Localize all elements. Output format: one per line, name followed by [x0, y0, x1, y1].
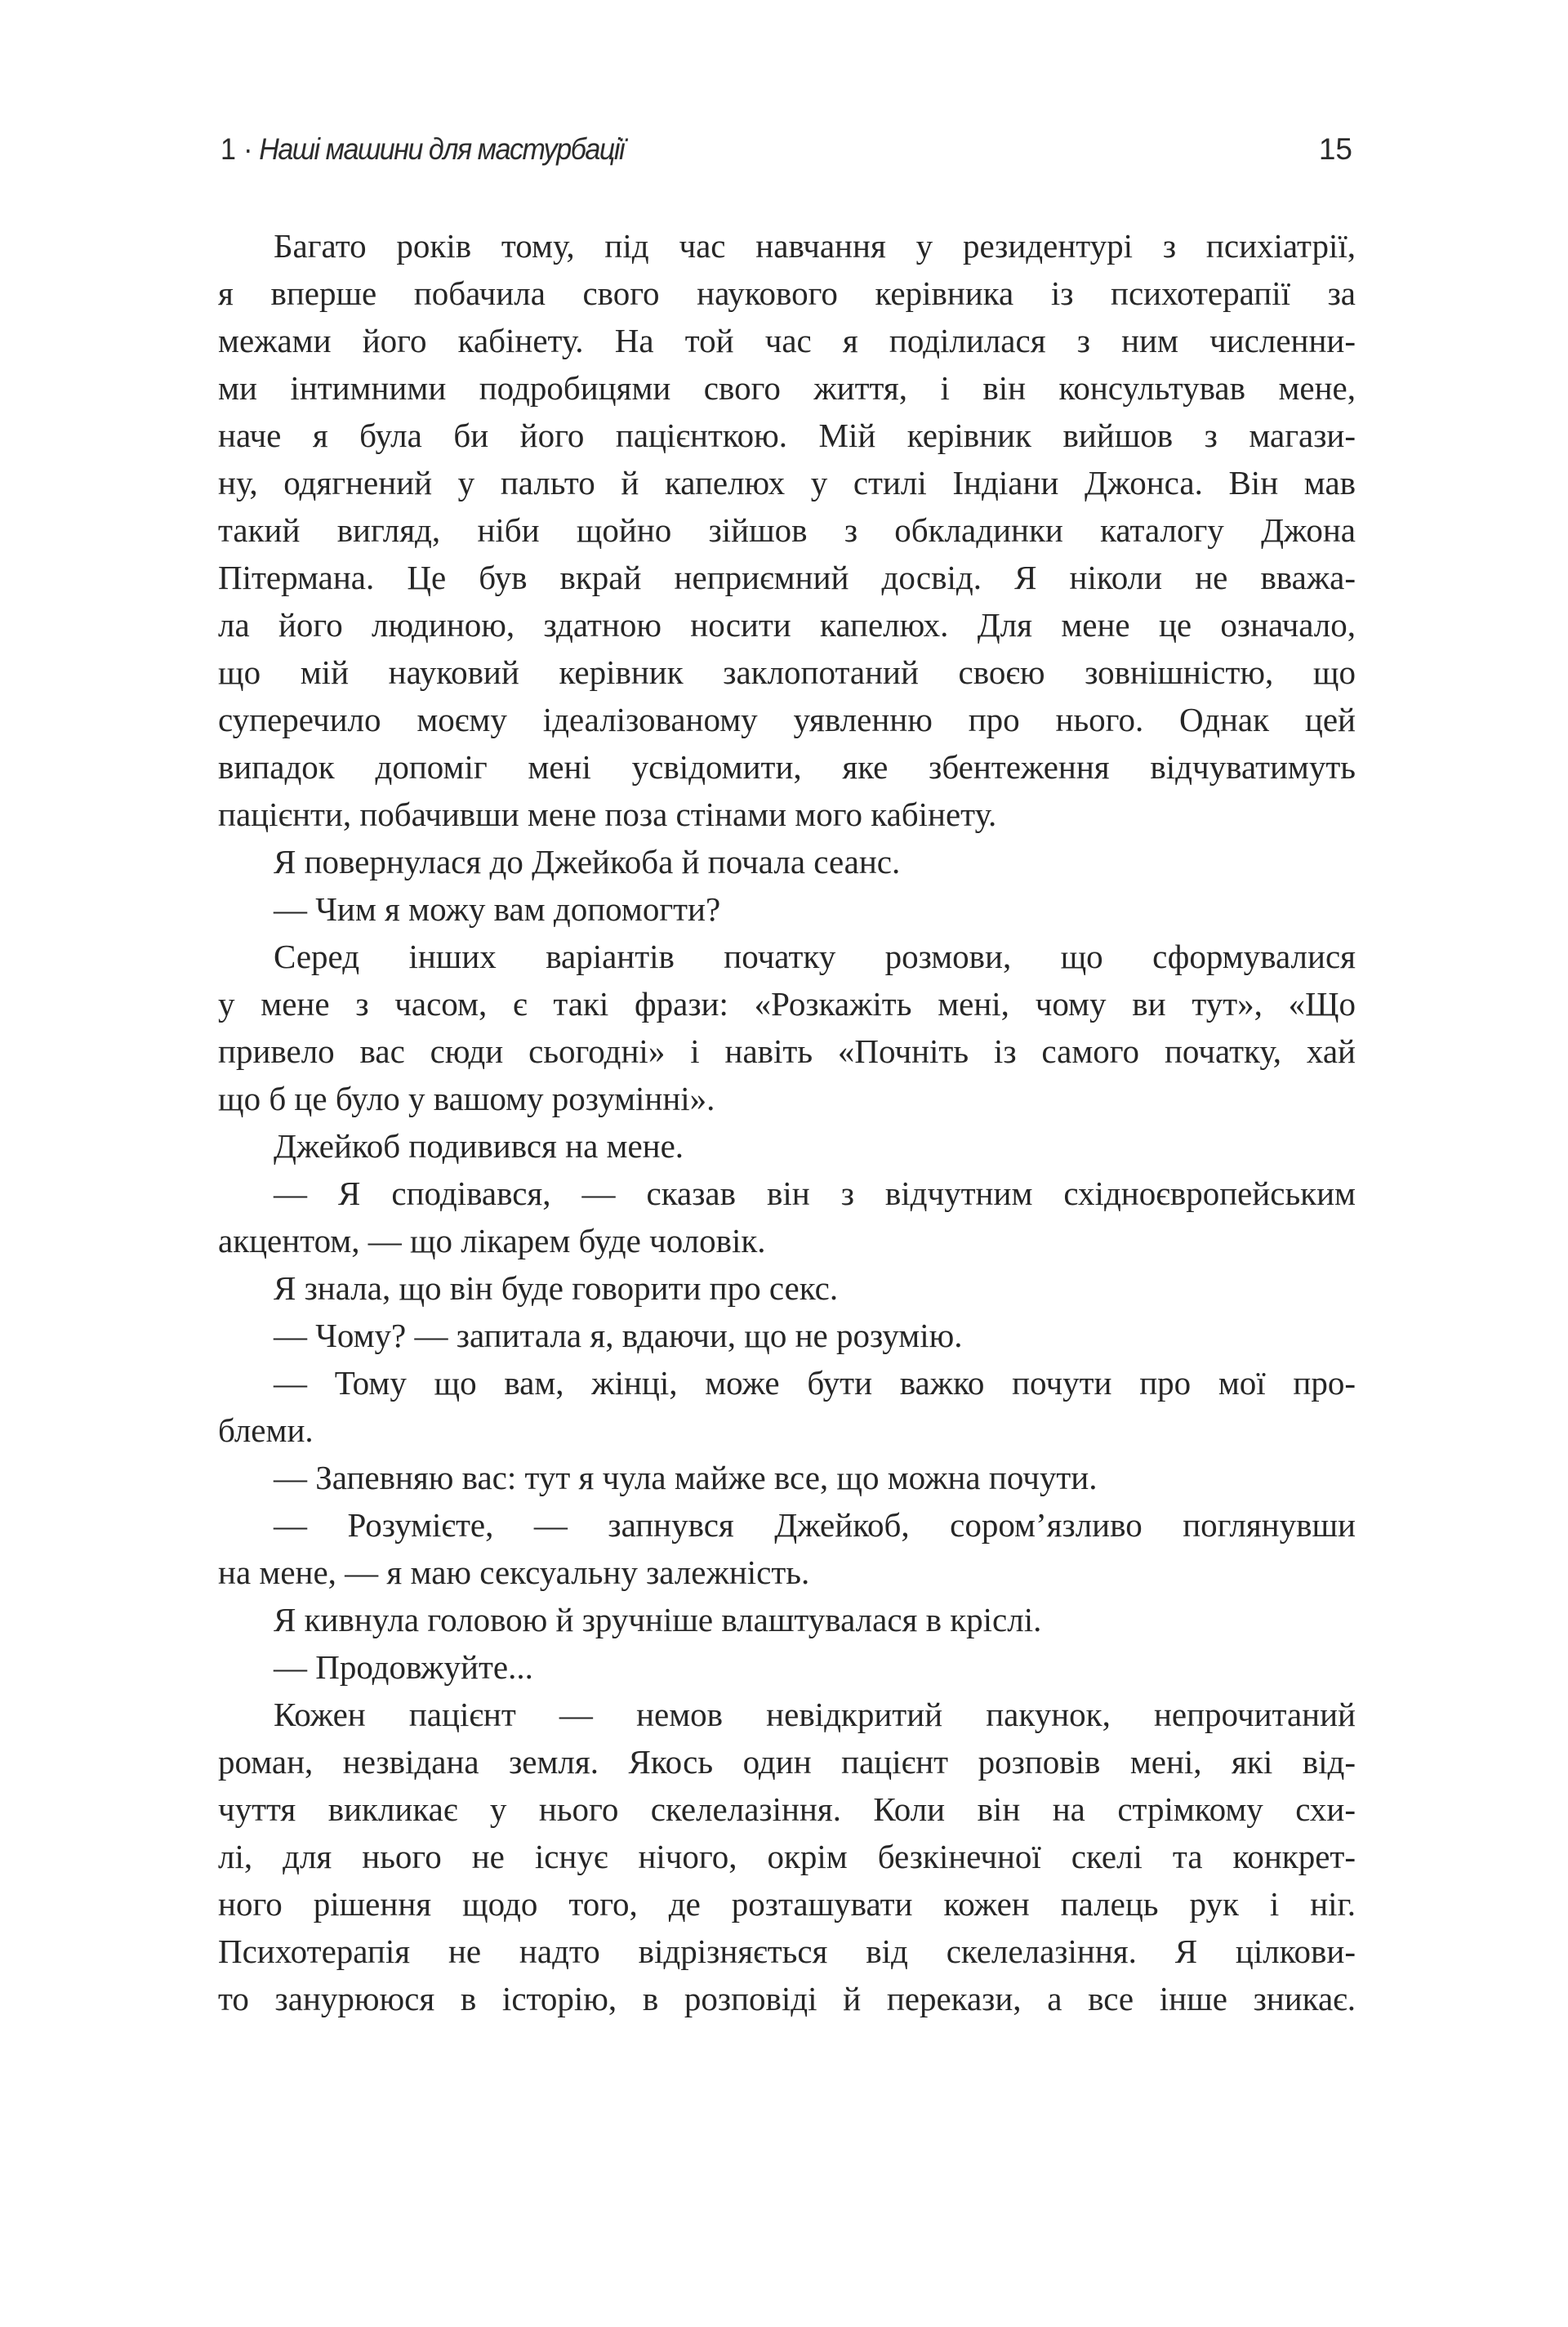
text-line: — Тому що вам, жінці, може бути важко почути про мої про-: [274, 1364, 1356, 1402]
text-line: то занурююся в історію, в розповіді й перекази, а все інше зникає.: [218, 1980, 1356, 2017]
text-line: у мене з часом, є такі фрази: «Розкажіть мені, чому ви тут», «Що: [218, 985, 1356, 1023]
text-line: — Чим я можу вам допомогти?: [274, 890, 721, 928]
text-line: випадок допоміг мені усвідомити, яке збентеження відчуватимуть: [218, 748, 1356, 786]
running-header: [220, 129, 1356, 170]
text-line: я вперше побачила свого наукового керівника із психотерапії за: [218, 274, 1356, 312]
text-line: наче я була би його пацієнткою. Мій керівник вийшов з магази-: [218, 417, 1356, 454]
text-line: Пітермана. Це був вкрай неприємний досвід. Я ніколи не вважа-: [218, 559, 1356, 596]
page-number: 15: [1318, 132, 1352, 166]
text-line: чуття викликає у нього скелелазіння. Коли він на стрімкому схи-: [218, 1790, 1356, 1828]
header-separator: ·: [243, 132, 252, 166]
text-line: — Я сподівався, — сказав він з відчутним східноєвропейським: [274, 1175, 1356, 1212]
chapter-heading: [220, 129, 624, 170]
text-line: акцентом, — що лікарем буде чоловік.: [218, 1222, 766, 1259]
text-line: що мій науковий керівник заклопотаний своєю зовнішністю, що: [218, 653, 1356, 691]
text-line: Кожен пацієнт — немов невідкритий пакунок, непрочитаний: [274, 1696, 1356, 1733]
text-line: — Розумієте, — запнувся Джейкоб, сором’язливо поглянувши: [274, 1506, 1356, 1544]
text-line: лі, для нього не існує нічого, окрім безкінечної скелі та конкрет-: [218, 1838, 1356, 1875]
text-line: такий вигляд, ніби щойно зійшов з обкладинки каталогу Джона: [218, 511, 1356, 549]
text-line: Багато років тому, під час навчання у резидентурі з психіатрії,: [274, 227, 1356, 265]
text-line: роман, незвідана земля. Якось один пацієнт розповів мені, які від-: [218, 1743, 1356, 1781]
text-line: — Чому? — запитала я, вдаючи, що не розумію.: [274, 1317, 963, 1354]
text-line: межами його кабінету. На той час я поділилася з ним численни-: [218, 322, 1356, 359]
text-line: Я знала, що він буде говорити про секс.: [274, 1269, 839, 1307]
text-line: що б це було у вашому розумінні».: [218, 1080, 715, 1117]
text-line: ного рішення щодо того, де розташувати кожен палець рук і ніг.: [218, 1885, 1356, 1923]
text-line: привело вас сюди сьогодні» і навіть «Почніть із самого початку, хай: [218, 1032, 1356, 1070]
text-line: ми інтимними подробицями свого життя, і він консультував мене,: [218, 369, 1356, 407]
chapter-number: 1: [220, 132, 236, 166]
text-line: Я повернулася до Джейкоба й почала сеанс.: [274, 843, 901, 880]
text-line: Серед інших варіантів початку розмови, що сформувалися: [274, 938, 1356, 975]
body-text: [218, 222, 1356, 2022]
text-line: пацієнти, побачивши мене поза стінами мого кабінету.: [218, 796, 997, 833]
text-line: Джейкоб подивився на мене.: [274, 1127, 684, 1165]
text-line: ла його людиною, здатною носити капелюх. Для мене це означало,: [218, 606, 1356, 644]
text-line: Психотерапія не надто відрізняється від скелелазіння. Я цілкови-: [218, 1932, 1356, 1970]
chapter-title: Наші машини для мастурбації: [259, 132, 624, 166]
text-line: Я кивнула головою й зручніше влаштувалася в кріслі.: [274, 1601, 1042, 1638]
text-line: ну, одягнений у пальто й капелюх у стилі Індіани Джонса. Він мав: [218, 464, 1356, 502]
text-line: суперечило моєму ідеалізованому уявленню про нього. Однак цей: [218, 701, 1356, 738]
text-line: на мене, — я маю сексуальну залежність.: [218, 1554, 810, 1591]
text-line: блеми.: [218, 1411, 314, 1449]
text-line: — Запевняю вас: тут я чула майже все, що можна почути.: [274, 1459, 1098, 1496]
text-line: — Продовжуйте...: [274, 1648, 533, 1686]
